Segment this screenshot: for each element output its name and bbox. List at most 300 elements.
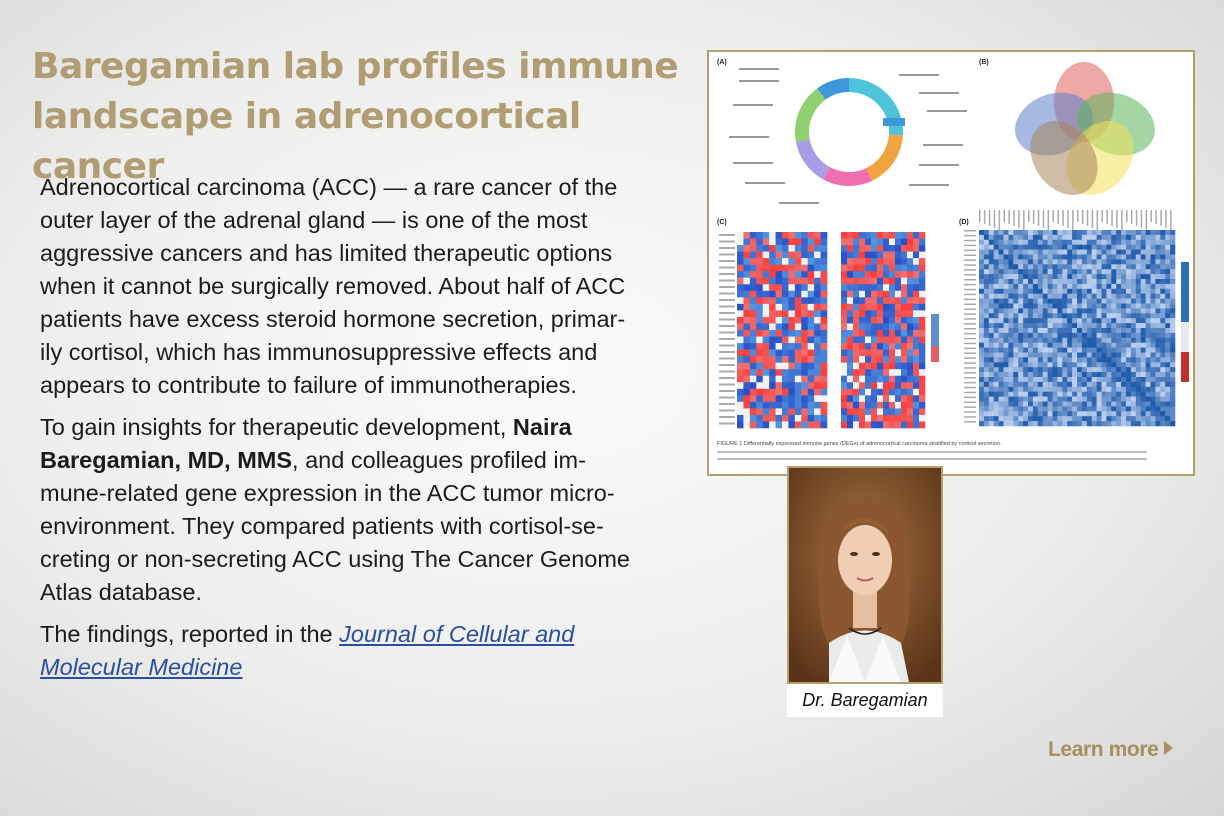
heatmap-cell	[808, 421, 815, 428]
correlation-cell	[1087, 416, 1092, 421]
heatmap-cell	[907, 337, 913, 344]
heatmap-cell	[859, 278, 865, 285]
correlation-cell	[1048, 333, 1053, 338]
correlation-cell	[1057, 274, 1062, 279]
correlation-cell	[1048, 235, 1053, 240]
correlation-cell	[1023, 406, 1028, 411]
correlation-cell	[1160, 259, 1165, 264]
correlation-cell	[1116, 318, 1121, 323]
heatmap-cell	[808, 265, 815, 272]
correlation-cell	[1048, 259, 1053, 264]
correlation-cell	[1146, 421, 1151, 426]
correlation-cell	[1082, 328, 1087, 333]
correlation-cell	[1062, 230, 1067, 235]
heatmap-cell	[776, 317, 783, 324]
correlation-cell	[1151, 397, 1156, 402]
correlation-cell	[1038, 308, 1043, 313]
correlation-cell	[1053, 372, 1058, 377]
correlation-cell	[1131, 362, 1136, 367]
journal-link[interactable]: Molecular Medicine	[40, 654, 243, 680]
heatmap-cell	[776, 343, 783, 350]
heatmap-cell	[743, 310, 750, 317]
correlation-cell	[1116, 411, 1121, 416]
heatmap-cell	[889, 323, 895, 330]
correlation-cell	[1092, 338, 1097, 343]
correlation-cell	[1146, 367, 1151, 372]
correlation-cell	[1067, 284, 1072, 289]
research-figure[interactable]	[707, 50, 1195, 476]
heatmap-row-label	[719, 371, 735, 373]
correlation-cell	[1097, 245, 1102, 250]
heatmap-cell	[895, 310, 901, 317]
correlation-cell	[1151, 255, 1156, 260]
correlation-cell	[1165, 421, 1170, 426]
correlation-cell	[1165, 235, 1170, 240]
correlation-cell	[1131, 372, 1136, 377]
correlation-cell	[1170, 323, 1175, 328]
correlation-cell	[1004, 299, 1009, 304]
correlation-cell	[1008, 255, 1013, 260]
heatmap-cell	[847, 252, 853, 259]
heatmap-cell	[776, 363, 783, 370]
heatmap-cell	[756, 376, 763, 383]
correlation-cell	[1082, 313, 1087, 318]
correlation-cell	[1092, 353, 1097, 358]
correlation-cell	[1082, 397, 1087, 402]
correlation-cell	[1097, 250, 1102, 255]
correlation-cell	[1023, 304, 1028, 309]
correlation-cell	[1062, 323, 1067, 328]
heatmap-cell	[895, 402, 901, 409]
heatmap-cell	[737, 395, 744, 402]
heatmap-cell	[901, 389, 907, 396]
correlation-cell	[994, 294, 999, 299]
correlation-cell	[989, 259, 994, 264]
correlation-cell	[1111, 259, 1116, 264]
heatmap-cell	[763, 402, 770, 409]
correlation-cell	[1028, 235, 1033, 240]
heatmap-cell	[769, 278, 776, 285]
correlation-cell	[1004, 240, 1009, 245]
heatmap-cell	[776, 265, 783, 272]
correlation-cell	[1151, 313, 1156, 318]
heatmap-row-label	[719, 267, 735, 269]
correlation-cell	[1116, 333, 1121, 338]
heatmap-row-label	[719, 377, 735, 379]
heatmap-cell	[769, 252, 776, 259]
correlation-cell	[1033, 279, 1038, 284]
heatmap-cell	[865, 395, 871, 402]
correlation-cell	[994, 308, 999, 313]
correlation-cell	[1146, 279, 1151, 284]
correlation-cell	[1160, 284, 1165, 289]
correlation-cell	[1102, 284, 1107, 289]
correlation-cell	[1004, 235, 1009, 240]
correlation-col-label	[1013, 210, 1015, 226]
correlation-cell	[1087, 328, 1092, 333]
heatmap-cell	[847, 284, 853, 291]
heatmap-cell	[737, 245, 744, 252]
correlation-cell	[984, 333, 989, 338]
heatmap-cell	[907, 304, 913, 311]
heatmap-cell	[901, 245, 907, 252]
correlation-cell	[1111, 240, 1116, 245]
correlation-row-label	[964, 289, 976, 291]
correlation-cell	[1126, 348, 1131, 353]
correlation-cell	[1057, 269, 1062, 274]
correlation-cell	[1038, 264, 1043, 269]
correlation-cell	[1126, 245, 1131, 250]
correlation-cell	[1072, 377, 1077, 382]
heatmap-cell	[808, 271, 815, 278]
heatmap-cell	[871, 389, 877, 396]
heatmap-cell	[895, 382, 901, 389]
heatmap-cell	[776, 323, 783, 330]
correlation-cell	[1057, 323, 1062, 328]
correlation-cell	[1072, 289, 1077, 294]
correlation-cell	[1151, 402, 1156, 407]
heatmap-cell	[743, 382, 750, 389]
correlation-cell	[979, 255, 984, 260]
correlation-cell	[1092, 279, 1097, 284]
correlation-cell	[1116, 372, 1121, 377]
heatmap-cell	[737, 343, 744, 350]
correlation-cell	[1102, 269, 1107, 274]
heatmap-cell	[883, 350, 889, 357]
correlation-cell	[1048, 318, 1053, 323]
correlation-cell	[1013, 235, 1018, 240]
heatmap-cell	[788, 337, 795, 344]
correlation-cell	[994, 313, 999, 318]
heatmap-cell	[883, 363, 889, 370]
correlation-cell	[1087, 353, 1092, 358]
correlation-cell	[1097, 259, 1102, 264]
correlation-cell	[1155, 343, 1160, 348]
correlation-cell	[1136, 382, 1141, 387]
correlation-cell	[979, 294, 984, 299]
heatmap-cell	[847, 421, 853, 428]
heatmap-cell	[737, 415, 744, 422]
correlation-cell	[994, 421, 999, 426]
heatmap-cell	[743, 356, 750, 363]
correlation-cell	[1038, 269, 1043, 274]
correlation-cell	[1131, 397, 1136, 402]
heatmap-cell	[795, 369, 802, 376]
heatmap-cell	[889, 278, 895, 285]
correlation-cell	[1097, 294, 1102, 299]
heatmap-cell	[801, 330, 808, 337]
correlation-cell	[1067, 338, 1072, 343]
correlation-cell	[1121, 259, 1126, 264]
correlation-cell	[1018, 250, 1023, 255]
correlation-cell	[1004, 323, 1009, 328]
correlation-cell	[1048, 348, 1053, 353]
heatmap-cell	[821, 304, 828, 311]
correlation-cell	[1141, 230, 1146, 235]
correlation-cell	[1160, 338, 1165, 343]
correlation-cell	[1048, 323, 1053, 328]
heatmap-cell	[853, 258, 859, 265]
heatmap-cell	[847, 265, 853, 272]
correlation-cell	[1018, 372, 1023, 377]
heatmap-cell	[788, 271, 795, 278]
correlation-cell	[1008, 411, 1013, 416]
correlation-cell	[1141, 392, 1146, 397]
correlation-cell	[1004, 357, 1009, 362]
heatmap-cell	[808, 408, 815, 415]
correlation-cell	[1087, 313, 1092, 318]
heatmap-cell	[808, 369, 815, 376]
heatmap-cell	[883, 389, 889, 396]
correlation-cell	[1038, 338, 1043, 343]
correlation-cell	[1023, 387, 1028, 392]
correlation-row-label	[964, 377, 976, 379]
heatmap-cell	[901, 337, 907, 344]
correlation-cell	[1136, 294, 1141, 299]
heatmap-cell	[821, 363, 828, 370]
correlation-cell	[984, 289, 989, 294]
heatmap-cell	[821, 415, 828, 422]
correlation-cell	[1155, 230, 1160, 235]
correlation-cell	[1057, 382, 1062, 387]
correlation-cell	[1131, 299, 1136, 304]
correlation-cell	[1111, 392, 1116, 397]
heatmap-cell	[859, 291, 865, 298]
heatmap-cell	[859, 304, 865, 311]
correlation-cell	[1004, 230, 1009, 235]
correlation-cell	[1141, 294, 1146, 299]
heatmap-cell	[756, 369, 763, 376]
correlation-cell	[1072, 230, 1077, 235]
correlation-col-label	[1106, 210, 1108, 224]
correlation-cell	[1097, 357, 1102, 362]
correlation-cell	[1033, 313, 1038, 318]
correlation-cell	[1018, 343, 1023, 348]
correlation-cell	[1126, 308, 1131, 313]
correlation-cell	[1053, 259, 1058, 264]
correlation-cell	[1136, 353, 1141, 358]
heatmap-cell	[853, 297, 859, 304]
correlation-cell	[1062, 348, 1067, 353]
heatmap-cell	[801, 395, 808, 402]
correlation-cell	[1033, 387, 1038, 392]
correlation-cell	[989, 411, 994, 416]
heatmap-cell	[788, 356, 795, 363]
correlation-cell	[1008, 313, 1013, 318]
correlation-cell	[1043, 255, 1048, 260]
heatmap-cell	[776, 369, 783, 376]
correlation-cell	[994, 387, 999, 392]
heatmap-cell	[763, 245, 770, 252]
heatmap-cell	[763, 278, 770, 285]
correlation-cell	[1062, 289, 1067, 294]
correlation-cell	[1151, 235, 1156, 240]
correlation-cell	[1116, 343, 1121, 348]
heatmap-cell	[808, 284, 815, 291]
correlation-cell	[1141, 367, 1146, 372]
correlation-cell	[1043, 377, 1048, 382]
correlation-cell	[1111, 416, 1116, 421]
heatmap-cell	[788, 278, 795, 285]
heatmap-cell	[795, 317, 802, 324]
heatmap-cell	[883, 291, 889, 298]
correlation-cell	[1111, 279, 1116, 284]
correlation-cell	[1106, 411, 1111, 416]
correlation-cell	[1111, 299, 1116, 304]
correlation-cell	[1146, 240, 1151, 245]
correlation-cell	[1067, 323, 1072, 328]
correlation-cell	[1155, 367, 1160, 372]
correlation-cell	[1008, 406, 1013, 411]
heatmap-cell	[763, 310, 770, 317]
correlation-cell	[1141, 250, 1146, 255]
correlation-cell	[1072, 372, 1077, 377]
correlation-cell	[1057, 411, 1062, 416]
correlation-cell	[1087, 308, 1092, 313]
heatmap-cell	[859, 317, 865, 324]
correlation-cell	[1053, 377, 1058, 382]
correlation-cell	[994, 357, 999, 362]
correlation-cell	[1087, 333, 1092, 338]
heatmap-cell	[895, 337, 901, 344]
heatmap-cell	[895, 389, 901, 396]
correlation-cell	[984, 421, 989, 426]
correlation-cell	[1106, 255, 1111, 260]
correlation-cell	[1062, 274, 1067, 279]
correlation-cell	[989, 367, 994, 372]
heatmap-cell	[788, 252, 795, 259]
correlation-cell	[1116, 382, 1121, 387]
correlation-cell	[1043, 313, 1048, 318]
figure-caption: FIGURE 1 Differentially expressed immune genes (DEGs) of adrenocortical carcinoma stratified by cortisol secretion.	[717, 441, 1002, 447]
correlation-cell	[1023, 362, 1028, 367]
correlation-cell	[1106, 240, 1111, 245]
correlation-cell	[1038, 357, 1043, 362]
heatmap-cell	[871, 284, 877, 291]
correlation-cell	[1155, 318, 1160, 323]
journal-link[interactable]: Journal of Cellular and	[339, 621, 575, 647]
correlation-cell	[1023, 318, 1028, 323]
correlation-cell	[1131, 411, 1136, 416]
correlation-cell	[1008, 240, 1013, 245]
correlation-cell	[1087, 245, 1092, 250]
correlation-cell	[1116, 269, 1121, 274]
heatmap-cell	[853, 317, 859, 324]
correlation-cell	[1087, 250, 1092, 255]
heatmap-cell	[913, 350, 919, 357]
correlation-cell	[1018, 318, 1023, 323]
correlation-cell	[1116, 264, 1121, 269]
correlation-cell	[1121, 357, 1126, 362]
correlation-cell	[1141, 397, 1146, 402]
heatmap-cell	[889, 317, 895, 324]
correlation-cell	[979, 304, 984, 309]
heatmap-cell	[795, 408, 802, 415]
correlation-cell	[1072, 411, 1077, 416]
correlation-cell	[1131, 323, 1136, 328]
heatmap-cell	[756, 304, 763, 311]
correlation-cell	[1106, 269, 1111, 274]
correlation-cell	[999, 402, 1004, 407]
correlation-cell	[979, 338, 984, 343]
correlation-cell	[994, 416, 999, 421]
correlation-cell	[1146, 245, 1151, 250]
heatmap-row-label	[719, 358, 735, 360]
correlation-cell	[989, 269, 994, 274]
correlation-cell	[1165, 230, 1170, 235]
ring-segment	[826, 173, 869, 179]
correlation-cell	[1004, 274, 1009, 279]
correlation-cell	[1053, 333, 1058, 338]
paragraph-1	[40, 171, 700, 402]
heatmap-cell	[776, 356, 783, 363]
correlation-cell	[1116, 406, 1121, 411]
heatmap-cell	[853, 304, 859, 311]
heatmap-cell	[801, 402, 808, 409]
correlation-cell	[1043, 235, 1048, 240]
correlation-cell	[984, 245, 989, 250]
correlation-cell	[1160, 235, 1165, 240]
correlation-cell	[1111, 250, 1116, 255]
heatmap-cell	[841, 389, 847, 396]
correlation-cell	[1057, 259, 1062, 264]
heatmap-cell	[756, 239, 763, 246]
figure-graphic	[709, 52, 1193, 474]
heatmap-cell	[756, 337, 763, 344]
heatmap-cell	[769, 330, 776, 337]
heatmap-cell	[750, 265, 757, 272]
heatmap-cell	[853, 330, 859, 337]
correlation-cell	[1062, 235, 1067, 240]
correlation-cell	[1097, 416, 1102, 421]
heatmap-cell	[901, 356, 907, 363]
correlation-cell	[1111, 323, 1116, 328]
heatmap-cell	[821, 271, 828, 278]
heatmap-cell	[853, 389, 859, 396]
heatmap-cell	[801, 350, 808, 357]
heatmap-cell	[776, 330, 783, 337]
correlation-cell	[1155, 299, 1160, 304]
correlation-cell	[1072, 416, 1077, 421]
correlation-cell	[1170, 411, 1175, 416]
correlation-cell	[1013, 328, 1018, 333]
correlation-cell	[1111, 313, 1116, 318]
heatmap-cell	[907, 343, 913, 350]
correlation-cell	[979, 230, 984, 235]
correlation-cell	[1102, 259, 1107, 264]
correlation-cell	[1053, 323, 1058, 328]
correlation-row-label	[964, 387, 976, 389]
correlation-cell	[1013, 304, 1018, 309]
heatmap-cell	[801, 297, 808, 304]
correlation-cell	[1155, 372, 1160, 377]
heatmap-cell	[769, 343, 776, 350]
heatmap-cell	[877, 421, 883, 428]
learn-more-link[interactable]	[1048, 738, 1173, 762]
heatmap-cell	[763, 330, 770, 337]
headline-line-1: Baregamian lab profiles immune	[32, 46, 679, 87]
correlation-cell	[1121, 304, 1126, 309]
correlation-cell	[1126, 259, 1131, 264]
correlation-cell	[999, 372, 1004, 377]
correlation-cell	[999, 397, 1004, 402]
heatmap-cell	[763, 304, 770, 311]
article-body	[40, 171, 700, 693]
correlation-cell	[1111, 264, 1116, 269]
correlation-cell	[1126, 284, 1131, 289]
correlation-cell	[984, 328, 989, 333]
correlation-cell	[989, 264, 994, 269]
